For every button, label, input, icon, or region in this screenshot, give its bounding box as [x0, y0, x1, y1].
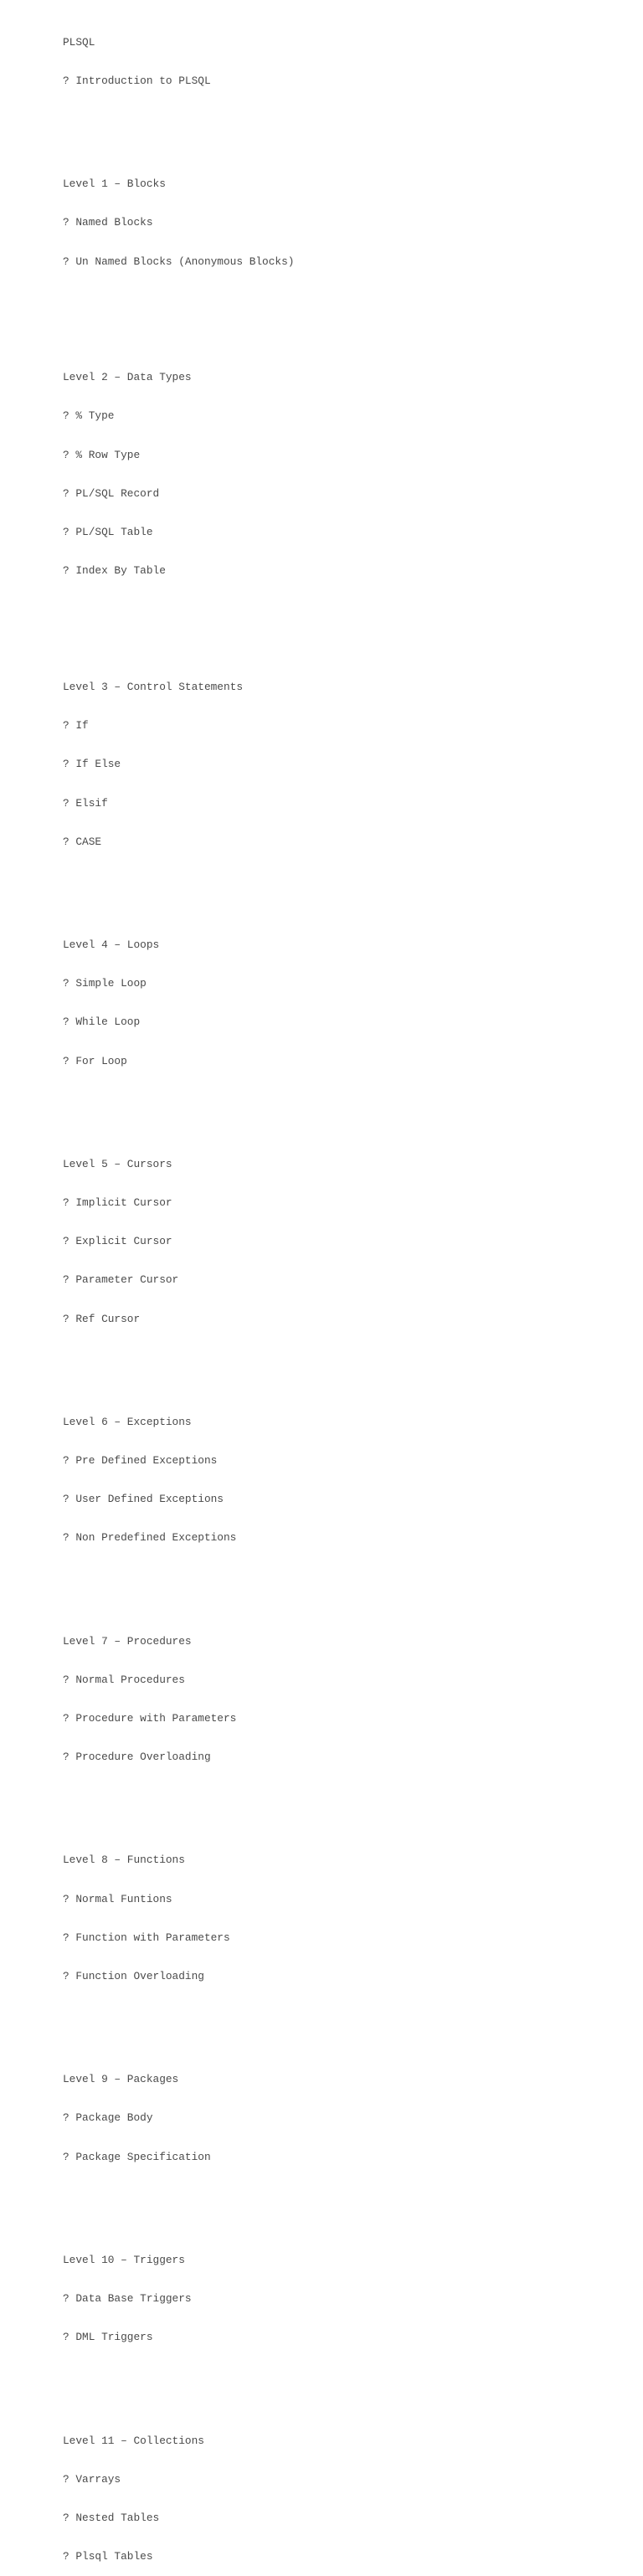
list-item: ? Index By Table [63, 564, 166, 578]
level-heading: Level 10 – Triggers [63, 2253, 185, 2266]
spacer [63, 603, 632, 629]
document-body [63, 10, 632, 2576]
level-heading: Level 7 – Procedures [63, 1634, 192, 1648]
list-item: ? Function Overloading [63, 1970, 204, 1983]
list-item: ? Parameter Cursor [63, 1273, 179, 1287]
list-item: ? While Loop [63, 1015, 141, 1029]
spacer [63, 2008, 632, 2021]
list-item: ? Procedure with Parameters [63, 1712, 237, 1725]
level-heading: Level 8 – Functions [63, 1854, 185, 1867]
level-heading: Level 9 – Packages [63, 2073, 179, 2086]
level-heading: Level 1 – Blocks [63, 177, 166, 191]
list-item: ? Varrays [63, 2472, 121, 2486]
level-heading: Level 5 – Cursors [63, 1157, 172, 1170]
list-item: ? PL/SQL Record [63, 486, 160, 500]
list-item: ? If Else [63, 758, 121, 771]
list-item: ? DML Triggers [63, 2331, 153, 2344]
list-item: ? Explicit Cursor [63, 1235, 172, 1248]
list-item: ? Ref Cursor [63, 1312, 141, 1325]
list-item: ? Package Specification [63, 2150, 211, 2163]
spacer [63, 1789, 632, 1802]
spacer [63, 1093, 632, 1106]
list-item: ? Implicit Cursor [63, 1195, 172, 1209]
list-item: ? Simple Loop [63, 977, 147, 990]
list-item: ? Plsql Tables [63, 2550, 153, 2563]
spacer [63, 294, 632, 320]
list-item: ? Procedure Overloading [63, 1751, 211, 1764]
list-item: ? Function with Parameters [63, 1931, 230, 1944]
spacer [63, 1351, 632, 1364]
list-item: ? PL/SQL Table [63, 526, 153, 539]
list-item: ? For Loop [63, 1054, 127, 1067]
list-item: ? % Type [63, 409, 115, 423]
spacer [63, 113, 632, 126]
level-heading: Level 11 – Collections [63, 2434, 204, 2447]
list-item: ? User Defined Exceptions [63, 1493, 224, 1506]
intro-item: ? Introduction to PLSQL [63, 75, 211, 88]
document-title: PLSQL [63, 35, 95, 49]
list-item: ? Named Blocks [63, 216, 153, 229]
level-heading: Level 2 – Data Types [63, 371, 192, 384]
list-item: ? CASE [63, 835, 102, 848]
list-item: ? Nested Tables [63, 2511, 160, 2524]
list-item: ? If [63, 719, 89, 733]
level-heading: Level 6 – Exceptions [63, 1415, 192, 1428]
level-heading: Level 4 – Loops [63, 938, 160, 951]
spacer [63, 2189, 632, 2202]
list-item: ? Non Predefined Exceptions [63, 1531, 237, 1545]
spacer [63, 1571, 632, 1583]
spacer [63, 2370, 632, 2383]
list-item: ? % Row Type [63, 448, 141, 461]
list-item: ? Elsif [63, 796, 108, 810]
list-item: ? Data Base Triggers [63, 2292, 192, 2306]
list-item: ? Normal Funtions [63, 1892, 172, 1905]
list-item: ? Package Body [63, 2111, 153, 2125]
level-heading: Level 3 – Control Statements [63, 680, 244, 693]
spacer [63, 874, 632, 887]
list-item: ? Pre Defined Exceptions [63, 1454, 218, 1467]
list-item: ? Un Named Blocks (Anonymous Blocks) [63, 255, 295, 268]
list-item: ? Normal Procedures [63, 1673, 185, 1686]
